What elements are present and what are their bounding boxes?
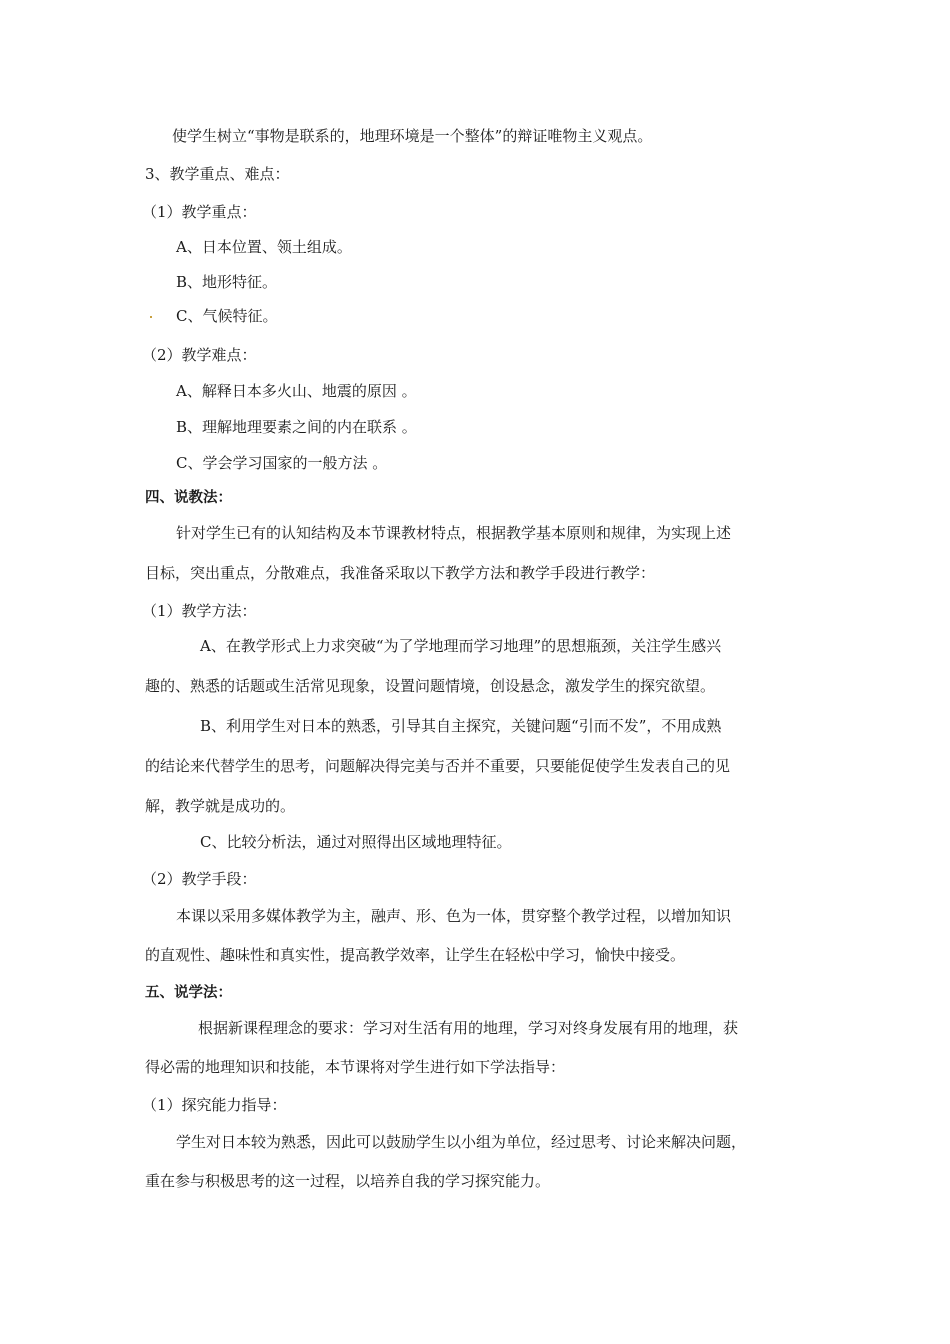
section-heading: 四、说教法： bbox=[145, 490, 232, 506]
paragraph-line: 的直观性、趣味性和真实性，提高教学效率，让学生在轻松中学习，愉快中接受。 bbox=[145, 946, 686, 964]
paragraph-line: 得必需的地理知识和技能，本节课将对学生进行如下学法指导： bbox=[145, 1058, 566, 1076]
subsection-heading: （1）探究能力指导： bbox=[142, 1096, 287, 1114]
paragraph-line: 的结论来代替学生的思考，问题解决得完美与否并不重要，只要能促使学生发表自己的见 bbox=[145, 757, 731, 775]
paragraph-line: 使学生树立“事物是联系的，地理环境是一个整体”的辩证唯物主义观点。 bbox=[172, 127, 653, 145]
subsection-heading: （2）教学难点： bbox=[142, 346, 257, 364]
stray-mark bbox=[150, 316, 152, 318]
subsection-heading: （2）教学手段： bbox=[142, 870, 257, 888]
paragraph-line: 本课以采用多媒体教学为主，融声、形、色为一体，贯穿整个教学过程，以增加知识 bbox=[176, 907, 732, 925]
paragraph-line: 重在参与积极思考的这一过程，以培养自我的学习探究能力。 bbox=[145, 1172, 551, 1190]
paragraph-line: 学生对日本较为熟悉，因此可以鼓励学生以小组为单位，经过思考、讨论来解决问题， bbox=[176, 1133, 747, 1151]
list-item: C、气候特征。 bbox=[176, 307, 278, 325]
paragraph-line: 针对学生已有的认知结构及本节课教材特点，根据教学基本原则和规律，为实现上述 bbox=[176, 524, 732, 542]
list-item: B、地形特征。 bbox=[176, 273, 278, 291]
list-item: A、日本位置、领土组成。 bbox=[176, 238, 352, 256]
list-item: A、解释日本多火山、地震的原因 。 bbox=[176, 382, 417, 400]
paragraph-line: 根据新课程理念的要求：学习对生活有用的地理，学习对终身发展有用的地理，获 bbox=[198, 1019, 739, 1037]
paragraph-line: B、利用学生对日本的熟悉，引导其自主探究，关键问题“引而不发”，不用成熟 bbox=[200, 717, 722, 735]
list-item: C、学会学习国家的一般方法 。 bbox=[176, 454, 388, 472]
paragraph-line: A、在教学形式上力求突破“为了学地理而学习地理”的思想瓶颈，关注学生感兴 bbox=[200, 637, 722, 655]
section-heading: 五、说学法： bbox=[145, 985, 232, 1001]
list-item: B、理解地理要素之间的内在联系 。 bbox=[176, 418, 417, 436]
subsection-heading: （1）教学方法： bbox=[142, 602, 257, 620]
paragraph-line: 目标，突出重点，分散难点，我准备采取以下教学方法和教学手段进行教学： bbox=[145, 564, 656, 582]
paragraph-line: C、比较分析法，通过对照得出区域地理特征。 bbox=[200, 833, 512, 851]
paragraph-line: 解，教学就是成功的。 bbox=[145, 797, 296, 815]
paragraph-line: 趣的、熟悉的话题或生活常见现象，设置问题情境，创设悬念，激发学生的探究欲望。 bbox=[145, 677, 716, 695]
subsection-heading: （1）教学重点： bbox=[142, 203, 257, 221]
section-heading: 3、教学重点、难点： bbox=[145, 165, 290, 183]
